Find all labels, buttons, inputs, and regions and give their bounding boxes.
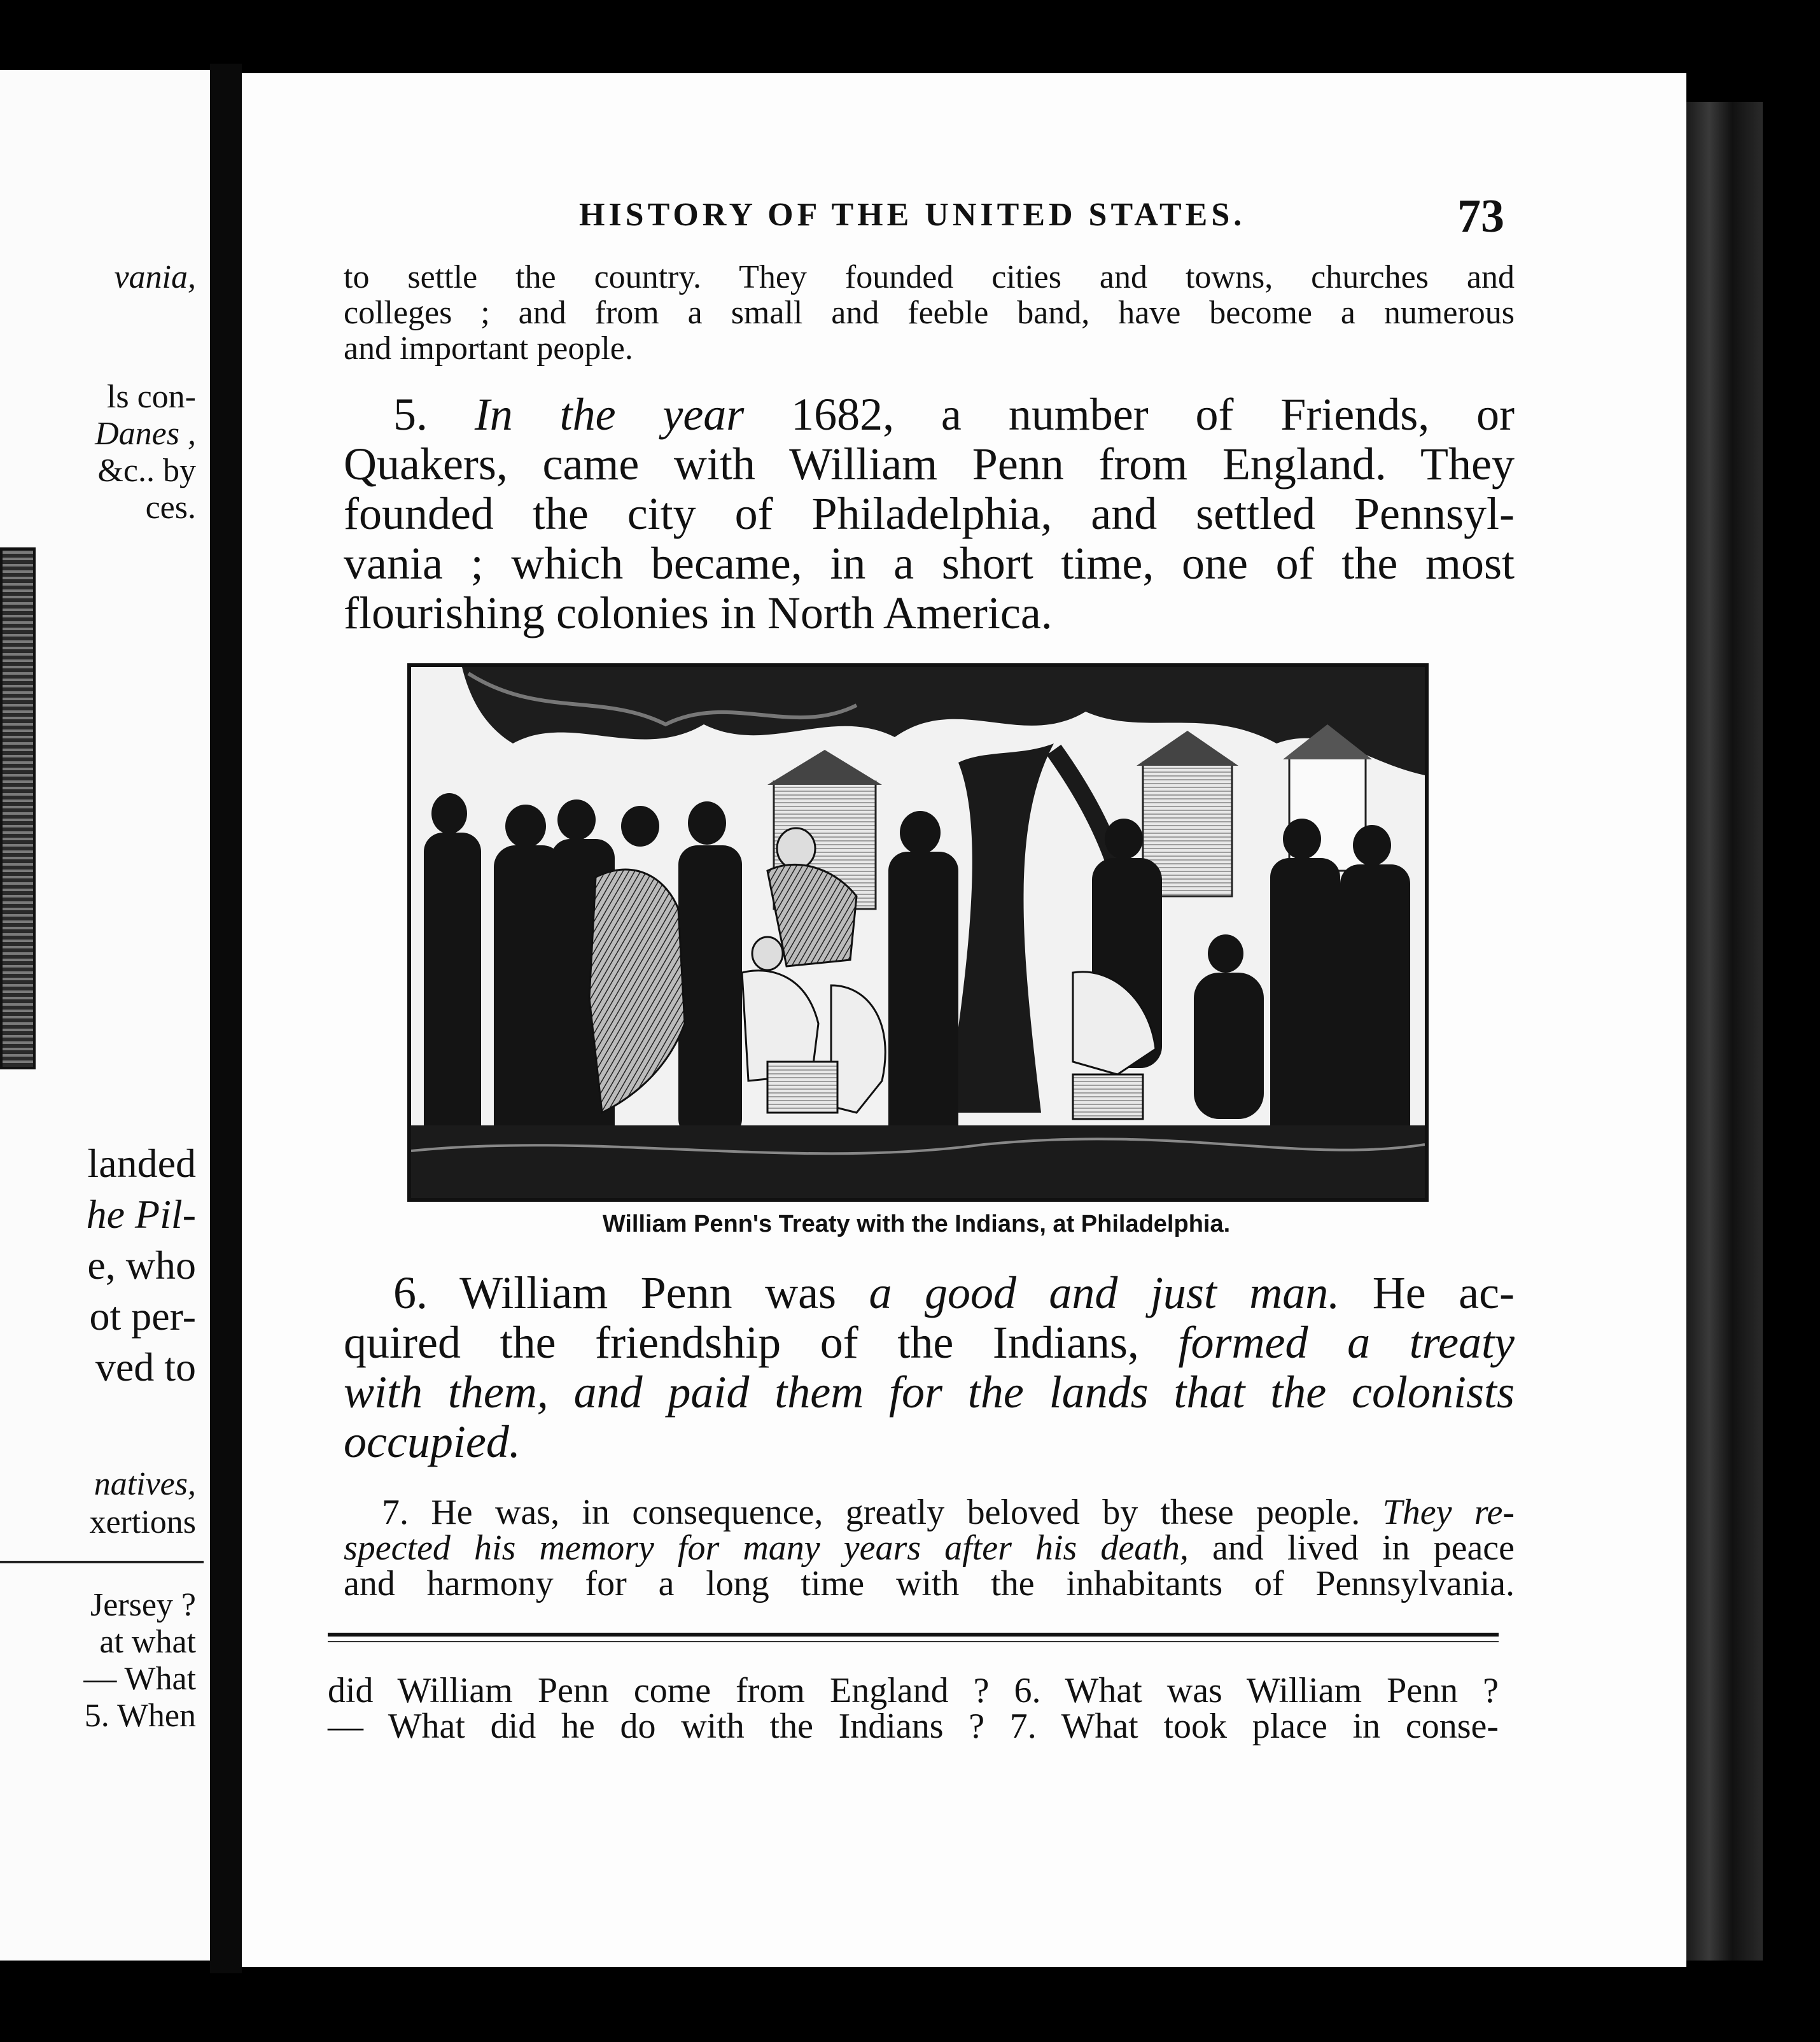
- left-fragment: Danes ,: [95, 416, 196, 452]
- paragraph-7: [344, 1495, 1515, 1602]
- text-line: Quakers, came with William Penn from England. They: [344, 439, 1515, 489]
- italic-phrase: In the year: [474, 389, 745, 440]
- left-fragment: ved to: [95, 1344, 196, 1390]
- left-fragment: &c.. by: [97, 453, 196, 489]
- paragraph-number: 6.: [393, 1267, 428, 1318]
- text-run: William Penn was: [459, 1267, 837, 1318]
- left-rule: [0, 1561, 204, 1563]
- facing-page-illustration: [0, 547, 36, 1069]
- left-fragment: xertions: [89, 1504, 196, 1540]
- text-line: [344, 1268, 1515, 1318]
- study-questions: [328, 1673, 1499, 1744]
- left-fragment: 5. When: [84, 1698, 196, 1734]
- text-line: [344, 1530, 1515, 1566]
- left-fragment: e, who: [87, 1243, 196, 1288]
- book-gutter: [210, 64, 242, 1973]
- text-line: [344, 1417, 1515, 1467]
- page-number: 73: [1457, 190, 1504, 243]
- question-line: — What did he do with the Indians ? 7. What took place in conse-: [328, 1707, 1499, 1746]
- text-run: 7. He was, in consequence, greatly beloved by these people.: [382, 1493, 1361, 1532]
- italic-phrase: They re-: [1382, 1493, 1515, 1532]
- illustration-caption: William Penn's Treaty with the Indians, at Philadelphia.: [602, 1211, 1231, 1237]
- questions-rule: [328, 1633, 1499, 1637]
- left-fragment: he Pil-: [86, 1192, 196, 1237]
- questions-rule-thin: [328, 1641, 1499, 1642]
- text-run: and lived in peace: [1212, 1528, 1515, 1568]
- paragraph-6: [344, 1268, 1515, 1467]
- text-run: 1682, a number of Friends, or: [791, 389, 1515, 440]
- text-line: [344, 1367, 1515, 1417]
- text-line: [344, 1318, 1515, 1367]
- woodcut-illustration: [407, 663, 1429, 1202]
- left-fragment: Jersey ?: [90, 1587, 196, 1623]
- text-line: [344, 390, 1515, 439]
- italic-phrase: occupied.: [344, 1416, 521, 1467]
- text-line: colleges ; and from a small and feeble band, have become a numerous: [344, 295, 1515, 331]
- left-fragment: vania,: [114, 259, 196, 295]
- italic-phrase: formed a treaty: [1178, 1317, 1515, 1368]
- paragraph-5: [344, 390, 1515, 638]
- running-head: HISTORY OF THE UNITED STATES.: [579, 197, 1246, 233]
- italic-phrase: with them, and paid them for the lands that the colonists: [344, 1367, 1515, 1418]
- question-line: did William Penn come from England ? 6. What was William Penn ?: [328, 1671, 1499, 1710]
- paragraph-number: 5.: [393, 389, 428, 440]
- italic-phrase: spected his memory for many years after his death,: [344, 1528, 1189, 1568]
- paragraph-continuation: [344, 260, 1515, 367]
- penn-treaty-engraving: [411, 667, 1425, 1198]
- text-run: He ac-: [1372, 1267, 1515, 1318]
- left-fragment: ot per-: [89, 1293, 196, 1339]
- facing-page-fragment: [0, 70, 210, 1961]
- text-line: and harmony for a long time with the inhabitants of Pennsylvania.: [344, 1564, 1515, 1603]
- page-edge: [1686, 102, 1763, 1961]
- text-line: founded the city of Philadelphia, and settled Pennsyl-: [344, 488, 1515, 539]
- text-line: and important people.: [344, 330, 633, 367]
- left-fragment: natives,: [94, 1466, 196, 1502]
- left-fragment: — What: [83, 1661, 196, 1697]
- left-fragment: landed: [87, 1141, 196, 1186]
- italic-phrase: a good and just man.: [869, 1267, 1340, 1318]
- text-line: vania ; which became, in a short time, one of the most: [344, 538, 1515, 589]
- text-line: to settle the country. They founded cities and towns, churches and: [344, 259, 1515, 295]
- left-fragment: ces.: [145, 489, 196, 526]
- text-line: flourishing colonies in North America.: [344, 588, 1053, 638]
- left-fragment: at what: [99, 1624, 196, 1660]
- left-fragment: ls con-: [106, 379, 196, 415]
- text-run: quired the friendship of the Indians,: [344, 1317, 1139, 1368]
- text-line: [344, 1495, 1515, 1530]
